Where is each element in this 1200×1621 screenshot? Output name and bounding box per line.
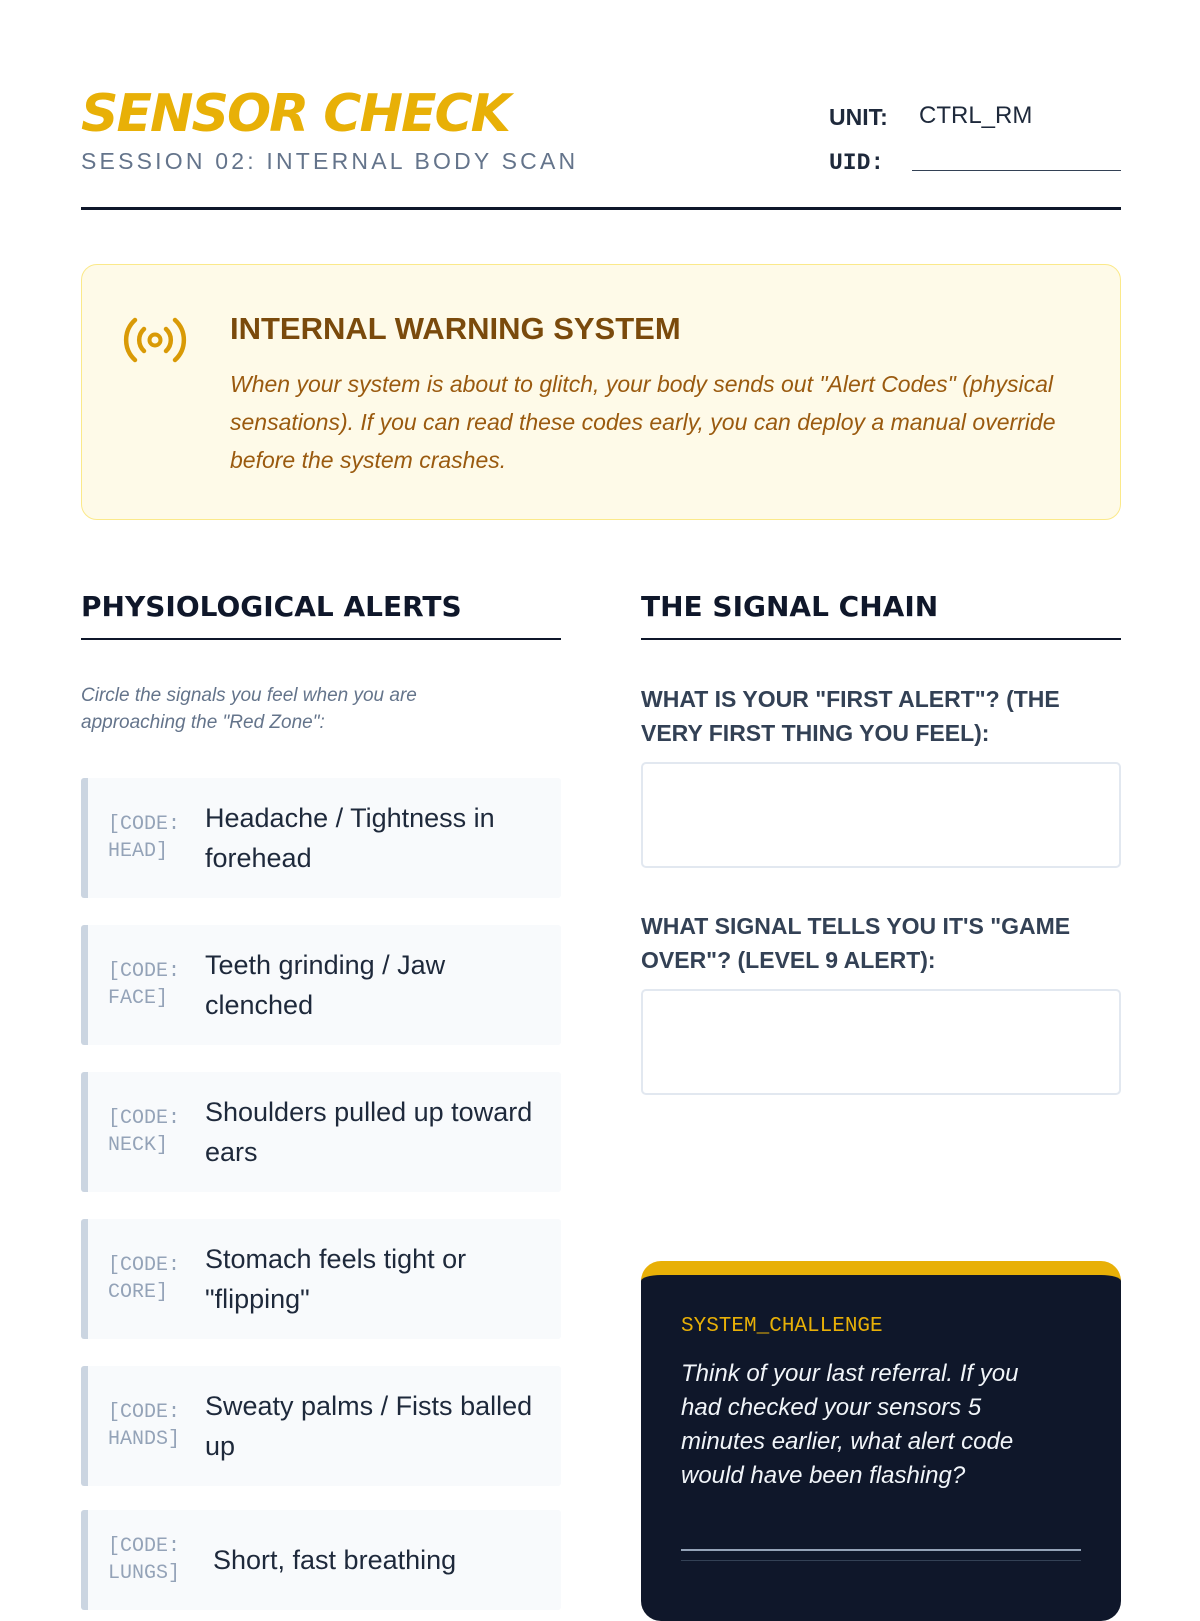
page-subtitle: SESSION 02: INTERNAL BODY SCAN	[81, 148, 579, 174]
page-title: SENSOR CHECK	[81, 84, 509, 144]
alert-text: Teeth grinding / Jaw clenched	[205, 950, 446, 1020]
unit-label: UNIT:	[829, 104, 888, 130]
instructions-text: Circle the signals you feel when you are approaching the "Red Zone":	[81, 685, 417, 733]
signal-chain-section	[641, 590, 1121, 973]
alert-text: Short, fast breathing	[213, 1545, 457, 1575]
callout-body: When your system is about to glitch, your body sends out "Alert Codes" (physical sensations). If you can read these codes early, you can deploy a manual override before the system crashes.	[230, 371, 1056, 473]
alert-text: Headache / Tightness in forehead	[205, 803, 495, 873]
unit-value: CTRL_RM	[919, 102, 1033, 129]
alert-item-hands[interactable]	[81, 1366, 561, 1486]
challenge-prompt: Think of your last referral. If you had checked your sensors 5 minutes earlier, what alert code would have been flashing?	[681, 1360, 1019, 1489]
alert-code: [CODE: CORE]	[108, 1254, 181, 1304]
first-alert-question: WHAT IS YOUR "FIRST ALERT"? (THE VERY FIRST THING YOU FEEL):	[641, 686, 1060, 746]
alert-code: [CODE: FACE]	[108, 960, 181, 1010]
alert-text: Shoulders pulled up toward ears	[205, 1097, 533, 1167]
uid-field[interactable]	[912, 170, 1121, 171]
broadcast-signal-icon	[122, 315, 188, 365]
alert-item-neck[interactable]	[81, 1072, 561, 1192]
game-over-question: WHAT SIGNAL TELLS YOU IT'S "GAME OVER"? (LEVEL 9 ALERT):	[641, 913, 1071, 973]
challenge-answer-line[interactable]	[681, 1549, 1081, 1551]
alert-item-face[interactable]	[81, 925, 561, 1045]
alert-code: [CODE: NECK]	[108, 1107, 181, 1157]
uid-label: UID:	[829, 150, 885, 176]
header-divider	[81, 207, 1121, 210]
alert-item-head[interactable]	[81, 778, 561, 898]
callout-title: INTERNAL WARNING SYSTEM	[230, 311, 681, 346]
alert-item-core[interactable]	[81, 1219, 561, 1339]
alert-code: [CODE: LUNGS]	[108, 1535, 181, 1585]
challenge-label: SYSTEM_CHALLENGE	[681, 1315, 883, 1338]
section-title-physiological-alerts: PHYSIOLOGICAL ALERTS	[81, 590, 561, 640]
section-title-signal-chain: THE SIGNAL CHAIN	[641, 590, 1121, 640]
worksheet-page	[81, 0, 1121, 1600]
system-challenge-card	[641, 1261, 1121, 1621]
alert-code: [CODE: HANDS]	[108, 1401, 181, 1451]
physiological-alerts-section	[81, 590, 561, 1585]
alert-item-lungs[interactable]	[81, 1510, 561, 1610]
alert-text: Sweaty palms / Fists balled up	[205, 1391, 533, 1461]
challenge-divider	[681, 1560, 1081, 1561]
warning-callout	[81, 264, 1121, 520]
game-over-answer-box[interactable]	[641, 989, 1121, 1095]
alert-code: [CODE: HEAD]	[108, 813, 181, 863]
alert-text: Stomach feels tight or "flipping"	[205, 1244, 467, 1314]
first-alert-answer-box[interactable]	[641, 762, 1121, 868]
